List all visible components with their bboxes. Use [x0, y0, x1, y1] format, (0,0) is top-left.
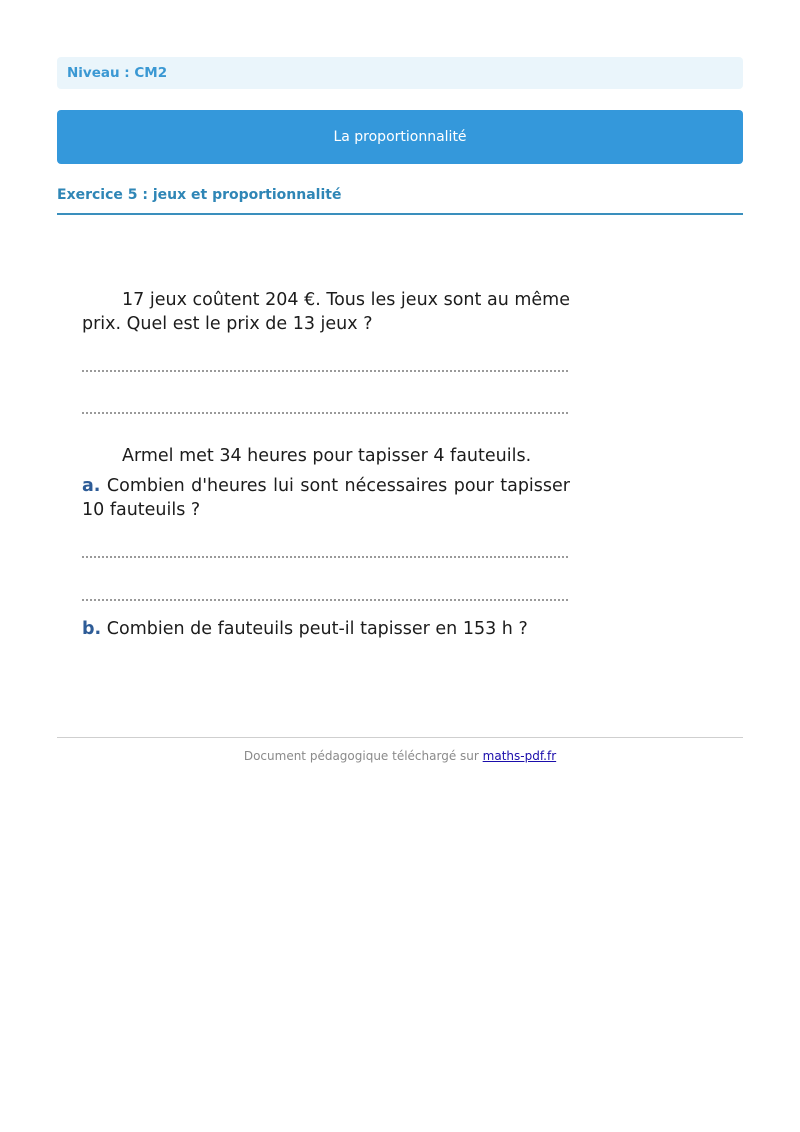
answer-line-3 [82, 556, 568, 558]
question-a [82, 474, 570, 522]
problem-1-text: 17 jeux coûtent 204 €. Tous les jeux sont au même prix. Quel est le prix de 13 jeux ? [82, 290, 570, 334]
level-label: Niveau : CM2 [57, 57, 743, 89]
question-a-text: Combien d'heures lui sont nécessaires pour tapisser 10 fauteuils ? [82, 476, 570, 520]
question-a-label: a. [82, 476, 101, 496]
footer-text: Document pédagogique téléchargé sur [243, 749, 479, 763]
page-title: La proportionnalité [57, 110, 743, 164]
exercise-content [82, 288, 570, 641]
exercise-heading: Exercice 5 : jeux et proportionnalité [57, 185, 743, 215]
question-b-label: b. [82, 619, 102, 639]
footer-link[interactable]: maths-pdf.fr [482, 749, 557, 763]
footer-divider [57, 737, 743, 738]
problem-2-intro: Armel met 34 heures pour tapisser 4 fauteuils. [122, 446, 532, 466]
question-b [82, 617, 570, 641]
answer-line-4 [82, 599, 568, 601]
answer-line-1 [82, 370, 568, 372]
footer [57, 749, 743, 763]
answer-line-2 [82, 412, 568, 414]
question-b-text: Combien de fauteuils peut-il tapisser en 153 h ? [106, 619, 528, 639]
